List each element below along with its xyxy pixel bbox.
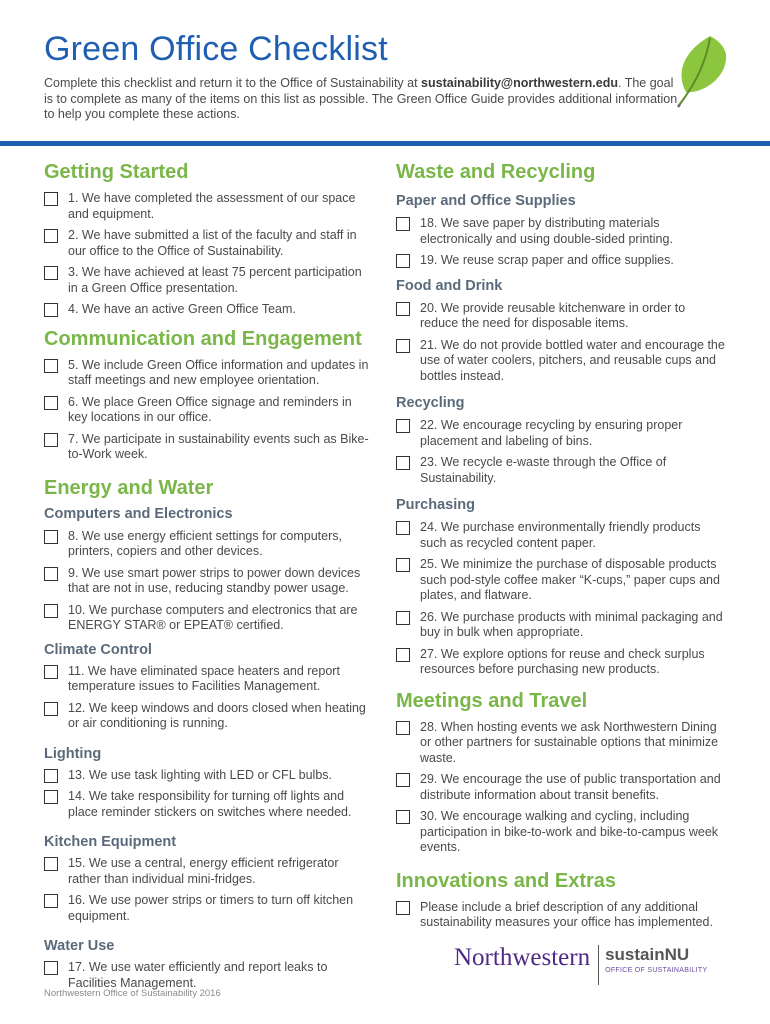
checklist-item-21[interactable]	[396, 338, 736, 385]
footer-text: Northwestern Office of Sustainability 2016	[44, 988, 221, 999]
checkbox[interactable]	[396, 419, 410, 433]
section-innovations: Innovations and Extras	[396, 869, 617, 892]
item-text: 25. We minimize the purchase of disposable products such pod-style coffee maker “K-cups,” paper cups and plates, and flatware.	[420, 557, 720, 602]
checkbox[interactable]	[396, 254, 410, 268]
checklist-item-9[interactable]	[44, 566, 384, 597]
subsection-climate: Climate Control	[44, 641, 152, 658]
item-text: 17. We use water efficiently and report leaks to Facilities Management.	[68, 960, 328, 990]
checkbox[interactable]	[396, 558, 410, 572]
checklist-item-6[interactable]	[44, 395, 384, 426]
checklist-item-20[interactable]	[396, 301, 736, 332]
logo-sustainnu-block	[605, 945, 707, 975]
checklist-item-5[interactable]	[44, 358, 384, 389]
item-text: 2. We have submitted a list of the faculty and staff in our office to the Office of Sustainability.	[68, 228, 357, 258]
item-text: 6. We place Green Office signage and reminders in key locations in our office.	[68, 394, 352, 424]
checkbox[interactable]	[396, 217, 410, 231]
checklist-item-4[interactable]	[44, 302, 384, 318]
item-text: 26. We purchase products with minimal packaging and buy in bulk when appropriate.	[420, 609, 723, 639]
checklist-item-1[interactable]	[44, 191, 384, 222]
checkbox[interactable]	[44, 303, 58, 317]
subsection-lighting: Lighting	[44, 745, 102, 762]
item-text: 12. We keep windows and doors closed when heating or air conditioning is running.	[68, 700, 366, 730]
item-text: 24. We purchase environmentally friendly products such as recycled content paper.	[420, 520, 701, 550]
item-text: 19. We reuse scrap paper and office supplies.	[420, 253, 674, 267]
checkbox[interactable]	[44, 961, 58, 975]
checkbox[interactable]	[396, 456, 410, 470]
checkbox[interactable]	[44, 192, 58, 206]
item-text: 27. We explore options for reuse and check surplus resources before purchasing new products.	[420, 646, 705, 676]
item-text: 22. We encourage recycling by ensuring proper placement and labeling of bins.	[420, 418, 683, 448]
checklist-item-16[interactable]	[44, 893, 384, 924]
northwestern-sustainnu-logo	[454, 945, 707, 985]
item-text: 16. We use power strips or timers to turn off kitchen equipment.	[68, 893, 354, 923]
item-text: 29. We encourage the use of public transportation and distribute information about transit benefits.	[420, 772, 721, 802]
item-text: 7. We participate in sustainability events such as Bike-to-Work week.	[68, 431, 369, 461]
checklist-item-26[interactable]	[396, 610, 736, 641]
checklist-item-17[interactable]	[44, 960, 384, 991]
checkbox[interactable]	[44, 857, 58, 871]
logo-northwestern: Northwestern	[454, 944, 591, 971]
checklist-item-14[interactable]	[44, 789, 384, 820]
checkbox[interactable]	[44, 396, 58, 410]
checkbox[interactable]	[44, 530, 58, 544]
checklist-item-29[interactable]	[396, 772, 736, 803]
item-text: 5. We include Green Office information and updates in staff meetings and new employee orientation.	[68, 357, 369, 387]
checkbox[interactable]	[44, 229, 58, 243]
checkbox[interactable]	[396, 810, 410, 824]
checklist-item-30[interactable]	[396, 809, 736, 856]
subsection-paper: Paper and Office Supplies	[396, 193, 576, 209]
subsection-computers: Computers and Electronics	[44, 505, 233, 522]
item-text: 20. We provide reusable kitchenware in order to reduce the need for disposable items.	[420, 300, 686, 330]
section-meetings-travel: Meetings and Travel	[396, 689, 588, 712]
checklist-item-12[interactable]	[44, 701, 384, 732]
checkbox[interactable]	[396, 611, 410, 625]
subsection-food: Food and Drink	[396, 277, 503, 294]
section-energy-water: Energy and Water	[44, 476, 214, 499]
item-text: 15. We use a central, energy efficient refrigerator rather than individual mini-fridges.	[68, 856, 339, 886]
subsection-water: Water Use	[44, 938, 115, 954]
checkbox[interactable]	[396, 339, 410, 353]
item-text: 30. We encourage walking and cycling, including participation in bike-to-work and bike-to-campus week events.	[420, 809, 719, 854]
logo-divider	[598, 945, 599, 985]
checklist-item-innovations[interactable]	[396, 900, 736, 931]
checkbox[interactable]	[44, 790, 58, 804]
checkbox[interactable]	[44, 769, 58, 783]
page-title: Green Office Checklist	[44, 30, 388, 68]
checklist-item-11[interactable]	[44, 664, 384, 695]
checklist-item-7[interactable]	[44, 432, 384, 463]
checkbox[interactable]	[396, 521, 410, 535]
item-text: 21. We do not provide bottled water and encourage the use of water coolers, pitchers, and reusable cups and bottles instead.	[420, 337, 725, 383]
item-text: 4. We have an active Green Office Team.	[68, 302, 296, 316]
checkbox[interactable]	[396, 648, 410, 662]
right-column	[396, 160, 736, 931]
checkbox[interactable]	[44, 567, 58, 581]
checklist-item-27[interactable]	[396, 647, 736, 678]
intro-email[interactable]: sustainability@northwestern.edu	[421, 76, 618, 90]
item-text: 13. We use task lighting with LED or CFL bulbs.	[68, 767, 333, 782]
checkbox[interactable]	[44, 359, 58, 373]
checklist-item-24[interactable]	[396, 520, 736, 551]
section-communication: Communication and Engagement	[44, 327, 362, 350]
checklist-item-18[interactable]	[396, 216, 736, 247]
item-text: 3. We have achieved at least 75 percent participation in a Green Office presentation.	[68, 265, 362, 295]
item-text: 10. We purchase computers and electronics that are ENERGY STAR® or EPEAT® certified.	[68, 602, 358, 632]
subsection-purchasing: Purchasing	[396, 497, 475, 513]
item-text: 28. When hosting events we ask Northwestern Dining or other partners for sustainable options that minimize waste.	[420, 719, 719, 765]
checkbox[interactable]	[44, 266, 58, 280]
section-getting-started: Getting Started	[44, 161, 189, 183]
checklist-item-13[interactable]	[44, 768, 384, 784]
checklist-item-15[interactable]	[44, 856, 384, 887]
checklist-item-25[interactable]	[396, 557, 736, 604]
checklist-item-28[interactable]	[396, 720, 736, 767]
subsection-recycling: Recycling	[396, 395, 465, 411]
intro-text	[44, 76, 684, 123]
checkbox[interactable]	[396, 773, 410, 787]
item-text: 23. We recycle e-waste through the Office of Sustainability.	[420, 455, 667, 485]
checklist-item-8[interactable]	[44, 529, 384, 560]
checkbox[interactable]	[396, 721, 410, 735]
checkbox[interactable]	[396, 901, 410, 915]
checkbox[interactable]	[44, 604, 58, 618]
item-text: 9. We use smart power strips to power down devices that are not in use, reducing standby power usage.	[68, 565, 361, 595]
subsection-kitchen: Kitchen Equipment	[44, 834, 177, 850]
left-column	[44, 160, 384, 991]
checkbox[interactable]	[44, 665, 58, 679]
checkbox[interactable]	[44, 433, 58, 447]
item-text: Please include a brief description of any additional sustainability measures your office has implemented.	[420, 899, 713, 929]
item-text: 1. We have completed the assessment of our space and equipment.	[68, 191, 356, 221]
checkbox[interactable]	[396, 302, 410, 316]
leaf-icon	[672, 34, 732, 108]
header-divider	[0, 141, 770, 146]
checkbox[interactable]	[44, 702, 58, 716]
section-waste-recycling: Waste and Recycling	[396, 161, 596, 183]
checklist-item-19[interactable]	[396, 253, 736, 269]
checklist-item-22[interactable]	[396, 418, 736, 449]
item-text: 11. We have eliminated space heaters and report temperature issues to Facilities Management.	[68, 663, 340, 693]
intro-suffix: . The goal is to complete as many of the items on this list as possible. The Green Office Guide provides additional information to help you complete these actions.	[44, 76, 678, 121]
checklist-item-3[interactable]	[44, 265, 384, 296]
checkbox[interactable]	[44, 894, 58, 908]
item-text: 14. We take responsibility for turning off lights and place reminder stickers on switches where needed.	[68, 789, 352, 819]
item-text: 8. We use energy efficient settings for computers, printers, copiers and other devices.	[68, 528, 342, 558]
checklist-item-2[interactable]	[44, 228, 384, 259]
logo-caption: OFFICE OF SUSTAINABILITY	[605, 967, 708, 974]
checklist-item-23[interactable]	[396, 455, 736, 486]
item-text: 18. We save paper by distributing materials electronically and using double-sided printing.	[420, 216, 673, 246]
logo-sustainnu: sustainNU	[605, 945, 690, 964]
checklist-item-10[interactable]	[44, 603, 384, 634]
intro-prefix: Complete this checklist and return it to the Office of Sustainability at	[44, 76, 422, 90]
